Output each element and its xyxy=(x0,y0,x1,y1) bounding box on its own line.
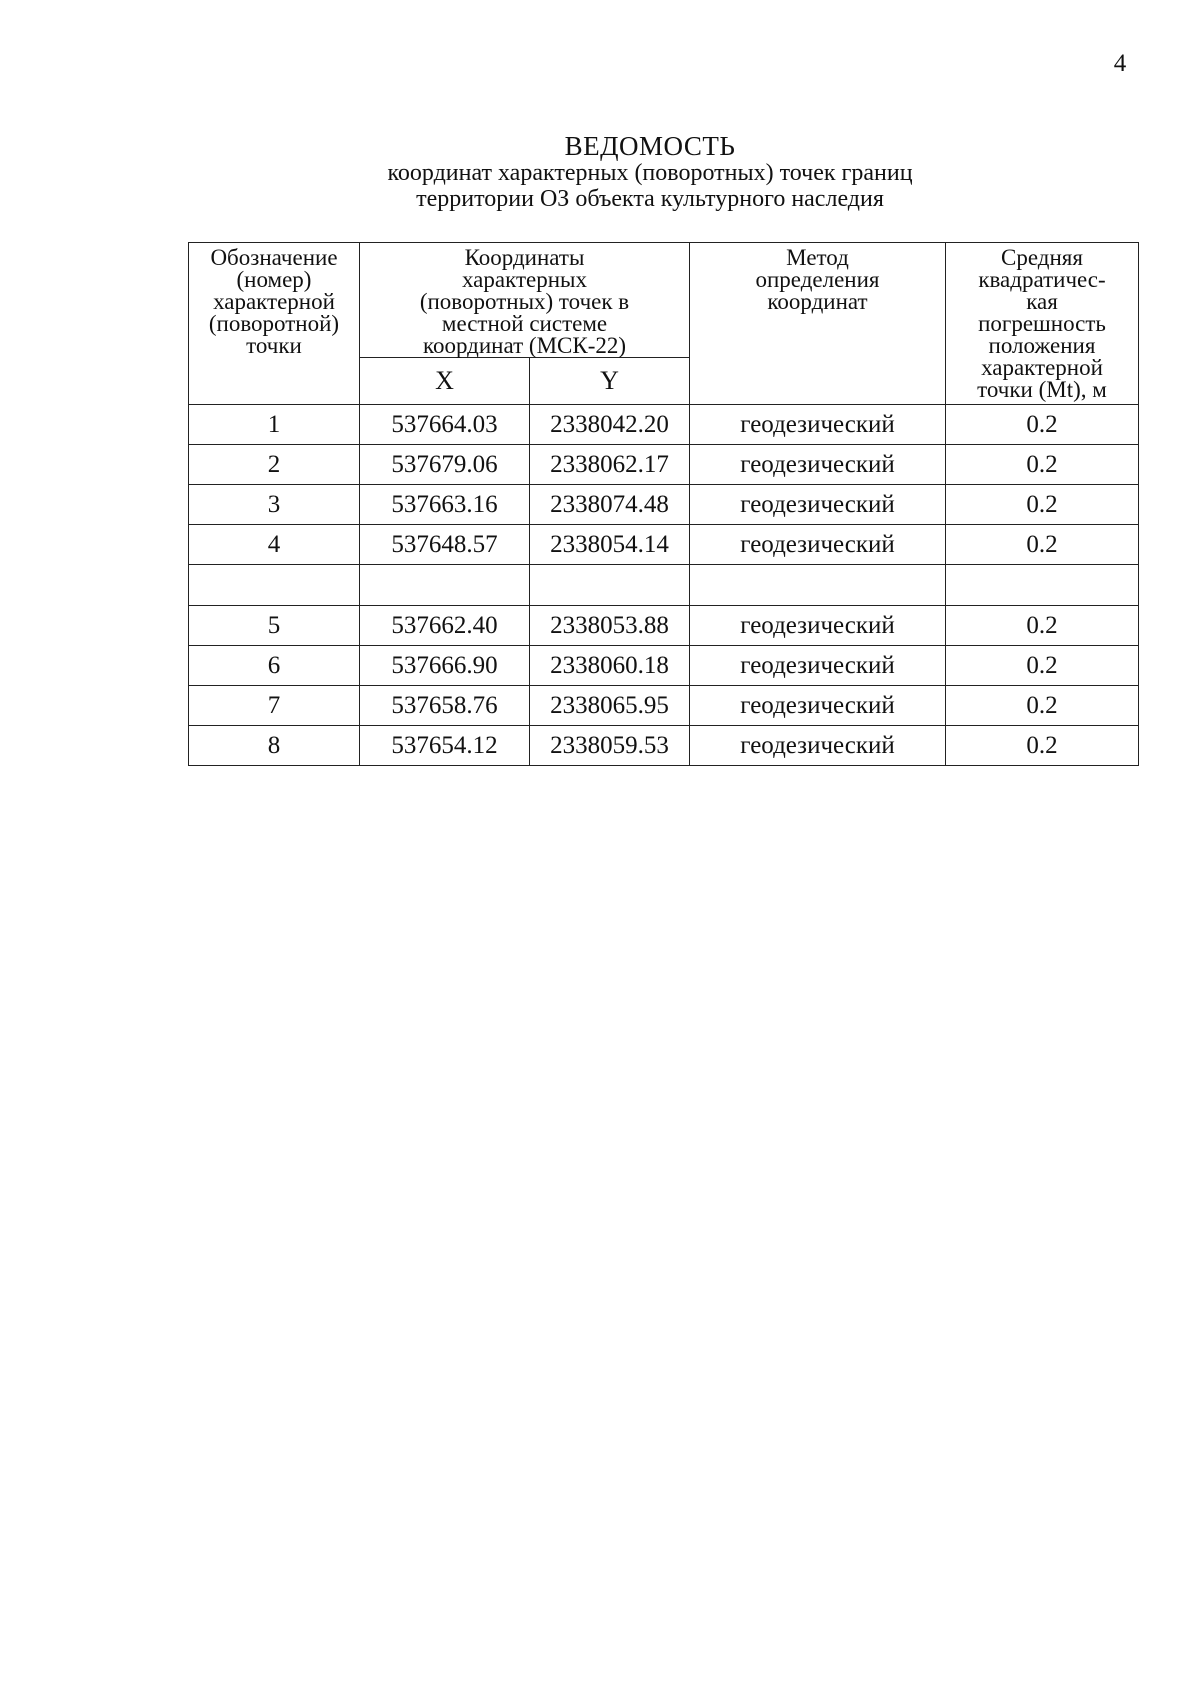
header-text-line: характерной xyxy=(213,289,335,314)
point-number-cell: 5 xyxy=(189,606,360,646)
document-title: ВЕДОМОСТЬ xyxy=(564,131,736,161)
header-text-line: Метод xyxy=(786,245,849,270)
error-cell: 0.2 xyxy=(946,606,1139,646)
x-cell: 537662.40 xyxy=(360,606,530,646)
table-row xyxy=(189,726,1139,766)
header-text-line: точки xyxy=(246,333,302,358)
point-number-cell: 1 xyxy=(189,405,360,445)
method-cell: геодезический xyxy=(690,686,946,726)
method-cell: геодезический xyxy=(690,445,946,485)
header-text-line: Средняя xyxy=(1001,245,1083,270)
table-row xyxy=(189,445,1139,485)
document-heading xyxy=(300,132,1000,212)
empty-separator-row xyxy=(189,565,1139,606)
page-number: 4 xyxy=(1113,50,1127,77)
y-cell: 2338059.53 xyxy=(530,726,690,766)
y-cell: 2338053.88 xyxy=(530,606,690,646)
table-row xyxy=(189,485,1139,525)
point-number-cell: 7 xyxy=(189,686,360,726)
x-cell: 537666.90 xyxy=(360,646,530,686)
point-number-cell: 4 xyxy=(189,525,360,565)
header-text-line: (номер) xyxy=(236,267,312,292)
header-text-line: кая xyxy=(1026,289,1058,314)
table-row xyxy=(189,646,1139,686)
header-text-line: точки (Mt), м xyxy=(977,377,1107,402)
method-cell: геодезический xyxy=(690,726,946,766)
document-subtitle-line-2: территории ОЗ объекта культурного наследия xyxy=(416,186,884,212)
method-cell: геодезический xyxy=(690,485,946,525)
y-cell: 2338054.14 xyxy=(530,525,690,565)
header-text-line: положения xyxy=(988,333,1096,358)
point-number-cell: 2 xyxy=(189,445,360,485)
empty-cell xyxy=(946,565,1139,606)
x-cell: 537654.12 xyxy=(360,726,530,766)
y-cell: 2338060.18 xyxy=(530,646,690,686)
table-row xyxy=(189,525,1139,565)
header-text-line: местной системе xyxy=(441,311,608,336)
document-subtitle-line-1: координат характерных (поворотных) точек границ xyxy=(387,160,913,186)
header-y: Y xyxy=(530,358,690,405)
y-cell: 2338062.17 xyxy=(530,445,690,485)
method-cell: геодезический xyxy=(690,646,946,686)
table-row xyxy=(189,686,1139,726)
error-cell: 0.2 xyxy=(946,726,1139,766)
x-cell: 537664.03 xyxy=(360,405,530,445)
error-cell: 0.2 xyxy=(946,525,1139,565)
header-method xyxy=(690,243,946,405)
header-text-line: (поворотной) xyxy=(208,311,340,336)
method-cell: геодезический xyxy=(690,606,946,646)
empty-cell xyxy=(530,565,690,606)
header-text-line: Обозначение xyxy=(210,245,338,270)
error-cell: 0.2 xyxy=(946,445,1139,485)
coordinates-table xyxy=(188,242,1139,766)
x-cell: 537648.57 xyxy=(360,525,530,565)
empty-cell xyxy=(360,565,530,606)
y-cell: 2338065.95 xyxy=(530,686,690,726)
header-text-line: характерных xyxy=(461,267,587,292)
x-cell: 537679.06 xyxy=(360,445,530,485)
empty-cell xyxy=(690,565,946,606)
y-cell: 2338042.20 xyxy=(530,405,690,445)
header-mean-square-error xyxy=(946,243,1139,405)
table-row xyxy=(189,405,1139,445)
error-cell: 0.2 xyxy=(946,485,1139,525)
method-cell: геодезический xyxy=(690,525,946,565)
header-text-line: координат xyxy=(767,289,868,314)
empty-cell xyxy=(189,565,360,606)
table-row xyxy=(189,606,1139,646)
error-cell: 0.2 xyxy=(946,405,1139,445)
x-cell: 537658.76 xyxy=(360,686,530,726)
y-cell: 2338074.48 xyxy=(530,485,690,525)
header-text-line: квадратичес- xyxy=(978,267,1106,292)
header-text-line: координат (МСК-22) xyxy=(422,333,627,358)
header-coordinates xyxy=(360,243,690,358)
header-row xyxy=(189,243,1139,358)
point-number-cell: 3 xyxy=(189,485,360,525)
method-cell: геодезический xyxy=(690,405,946,445)
header-text-line: Координаты xyxy=(464,245,585,270)
header-text-line: определения xyxy=(755,267,880,292)
header-text-line: характерной xyxy=(981,355,1103,380)
x-cell: 537663.16 xyxy=(360,485,530,525)
error-cell: 0.2 xyxy=(946,686,1139,726)
error-cell: 0.2 xyxy=(946,646,1139,686)
point-number-cell: 6 xyxy=(189,646,360,686)
header-text-line: (поворотных) точек в xyxy=(419,289,630,314)
point-number-cell: 8 xyxy=(189,726,360,766)
header-x: X xyxy=(360,358,530,405)
header-point-designation xyxy=(189,243,360,405)
header-text-line: погрешность xyxy=(978,311,1106,336)
